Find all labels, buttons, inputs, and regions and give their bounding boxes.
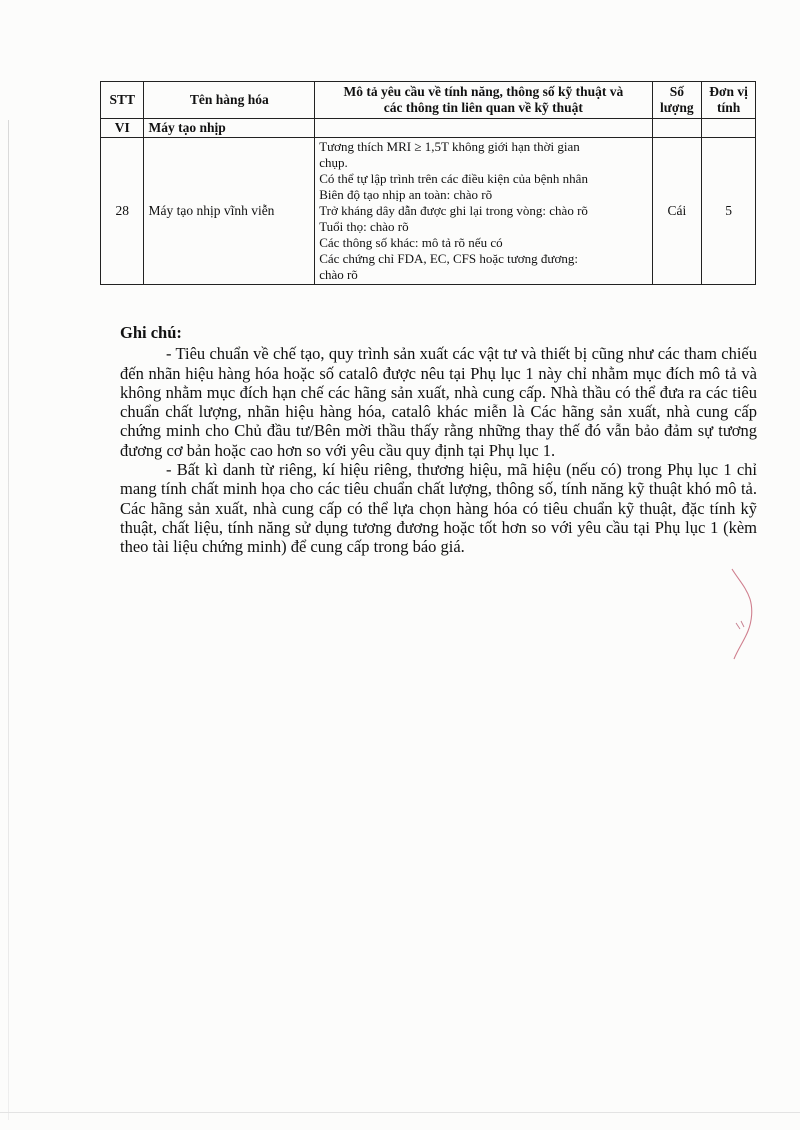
item-unit: Cái	[652, 138, 702, 285]
group-stt: VI	[101, 119, 144, 138]
description-line: chụp.	[319, 155, 348, 170]
header-description-line2: các thông tin liên quan về kỹ thuật	[383, 100, 583, 115]
description-line: Tuổi thọ: chào rõ	[319, 219, 409, 234]
header-unit-line1: Đơn vị	[709, 84, 748, 99]
table-group-row	[101, 119, 756, 138]
header-item-name: Tên hàng hóa	[144, 82, 315, 119]
item-quantity: 5	[702, 138, 756, 285]
description-line: chào rõ	[319, 267, 358, 282]
description-line: Tương thích MRI ≥ 1,5T không giới hạn thời gian	[319, 139, 580, 154]
header-stt: STT	[101, 82, 144, 119]
description-line: Biên độ tạo nhịp an toàn: chào rõ	[319, 187, 493, 202]
group-empty-cell	[702, 119, 756, 138]
header-quantity-line1: Số	[669, 84, 684, 99]
specification-table	[100, 81, 756, 285]
header-description-line1: Mô tả yêu cầu về tính năng, thông số kỹ thuật và	[343, 84, 624, 99]
group-empty-cell	[652, 119, 702, 138]
item-description	[315, 138, 652, 285]
description-line: Có thể tự lập trình trên các điều kiện của bệnh nhân	[319, 171, 588, 186]
notes-paragraph: - Bất kì danh từ riêng, kí hiệu riêng, thương hiệu, mã hiệu (nếu có) trong Phụ lục 1 chỉ mang tính chất minh họa cho các tiêu chuẩn chất lượng, thông số, tính năng kỹ thuật khó mô tả. Các hãng sản xuất, nhà cung cấp có thể lựa chọn hàng hóa có tiêu chuẩn kỹ thuật, đặc tính kỹ thuật, chất liệu, tính năng sử dụng tương đương hoặc tốt hơn so với yêu cầu tại Phụ lục 1 (kèm theo tài liệu chứng minh) để cung cấp trong báo giá.	[120, 460, 757, 557]
scan-edge-left	[8, 120, 9, 1120]
notes-section	[120, 323, 757, 557]
header-description	[315, 82, 652, 119]
item-name: Máy tạo nhịp vĩnh viễn	[144, 138, 315, 285]
header-unit	[702, 82, 756, 119]
notes-paragraph: - Tiêu chuẩn về chế tạo, quy trình sản xuất các vật tư và thiết bị cũng như các tham chiếu đến nhãn hiệu hàng hóa hoặc số catalô được nêu tại Phụ lục 1 này chỉ nhằm mục đích mô tả và không nhằm mục đích hạn chế các hãng sản xuất, nhà cung cấp. Nhà thầu có thể đưa ra các tiêu chuẩn chất lượng, nhãn hiệu hàng hóa, catalô khác miễn là Các hãng sản xuất, nhà cung cấp chứng minh cho Chủ đầu tư/Bên mời thầu thấy rằng những thay thế đó vẫn bảo đảm sự tương đương cơ bản hoặc cao hơn so với yêu cầu quy định tại Phụ lục 1.	[120, 344, 757, 460]
scan-edge-bottom	[0, 1112, 800, 1113]
description-line: Các chứng chỉ FDA, EC, CFS hoặc tương đương:	[319, 251, 578, 266]
header-unit-line2: tính	[716, 100, 741, 115]
table-row	[101, 138, 756, 285]
notes-title: Ghi chú:	[120, 323, 182, 342]
group-empty-cell	[315, 119, 652, 138]
signature-mark-icon	[728, 565, 758, 665]
table-header-row	[101, 82, 756, 119]
item-stt: 28	[101, 138, 144, 285]
header-quantity-line2: lượng	[660, 100, 694, 115]
description-line: Trở kháng dây dẫn được ghi lại trong vòng: chào rõ	[319, 203, 588, 218]
group-name: Máy tạo nhịp	[144, 119, 315, 138]
description-line: Các thông số khác: mô tả rõ nếu có	[319, 235, 503, 250]
header-quantity	[652, 82, 702, 119]
